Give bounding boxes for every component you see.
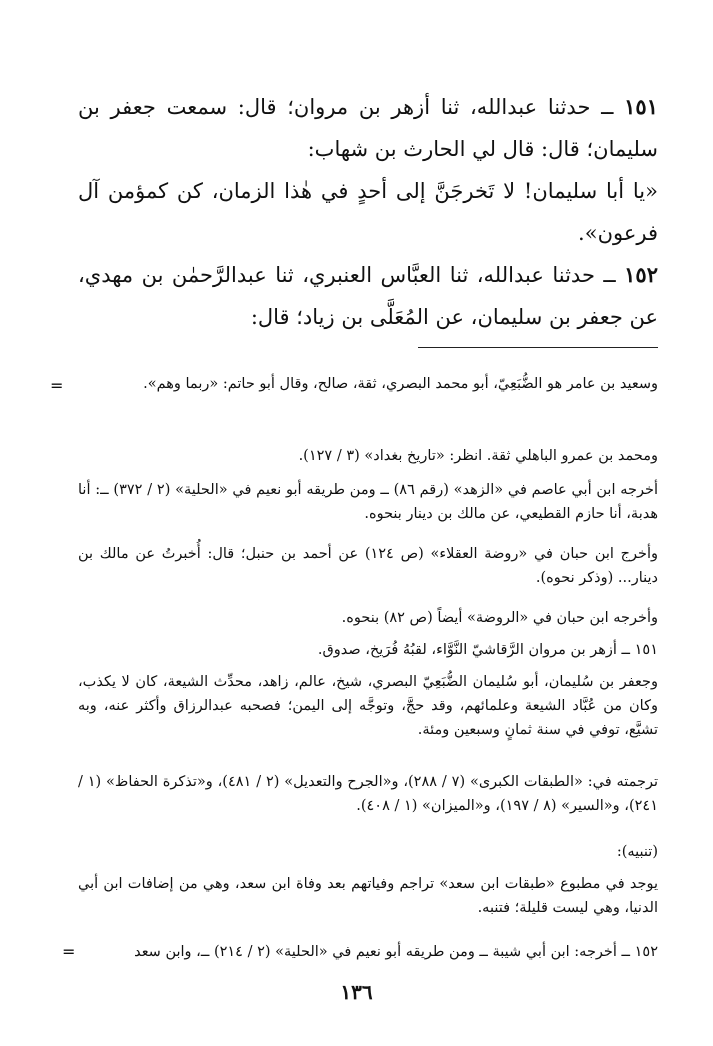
narration-152	[78, 254, 658, 338]
footnote-line: ومحمد بن عمرو الباهلي ثقة. انظر: «تاريخ بغداد» (٣ / ١٢٧).	[298, 448, 658, 464]
footnote-line: ترجمته في: «الطبقات الكبرى» (٧ / ٢٨٨)، و«الجرح والتعديل» (٢ / ٤٨١)، و«تذكرة الحفاظ» (١ / ٢٤١)، و«السير» (٨ / ١٩٧)، و«الميزان» (١ / ٤٠٨).	[78, 774, 659, 814]
narration-151	[78, 86, 658, 170]
page-number: ١٣٦	[340, 980, 373, 1004]
footnote-line: وجعفر بن سُليمان، أبو سُليمان الضُّبَعِيّ البصري، شيخ، عالم، زاهد، محدِّث الشيعة، كان لا يكذب، وكان من عُبَّاد الشيعة وعلمائهم، وقد حجَّ، وتوجَّه إلى اليمن؛ فصحبه عبدالرزاق وأكثر عنه، وبه تشيَّع، توفي في سنة ثمانٍ وسبعين ومئة.	[78, 674, 658, 738]
narration-number: ١٥١	[624, 94, 658, 119]
continuation-mark-bottom: =	[62, 942, 76, 961]
footnote-line: ١٥٢ ــ أخرجه: ابن أبي شيبة ــ ومن طريقه أبو نعيم في «الحلية» (٢ / ٢١٤) ــ، وابن سعد	[134, 944, 658, 960]
footnote-separator	[418, 347, 658, 348]
narration-text: ــ حدثنا عبدالله، ثنا العبَّاس العنبري، ثنا عبدالرَّحمٰن بن مهدي، عن جعفر بن سليمان، عن المُعَلَّى بن زياد؛ قال:	[78, 263, 658, 329]
footnote-line: (تنبيه):	[616, 844, 658, 860]
narration-151-quote: «يا أبا سليمان! لا تَخرجَنَّ إلى أحدٍ في هٰذا الزمان، كن كمؤمن آل فرعون».	[78, 179, 658, 245]
footnote-line: وأخرج ابن حبان في «روضة العقلاء» (ص ١٢٤) عن أحمد بن حنبل؛ قال: أُخبرتُ عن مالك بن دينار... (وذكر نحوه).	[78, 546, 658, 586]
narration-text: ــ حدثنا عبدالله، ثنا أزهر بن مروان؛ قال: سمعت جعفر بن سليمان؛ قال: قال لي الحارث بن شهاب:	[78, 95, 658, 161]
footnote-line: وسعيد بن عامر هو الضُّبَعِيّ، أبو محمد البصري، ثقة، صالح، وقال أبو حاتم: «ربما وهم».	[143, 376, 658, 392]
continuation-mark-top: =	[50, 376, 64, 395]
footnote-line: ١٥١ ــ أزهر بن مروان الرَّقاشيّ النَّوَّاء، لقبُهُ فُرَيخ، صدوق.	[317, 642, 658, 658]
footnote-line: وأخرجه ابن حبان في «الروضة» أيضاً (ص ٨٢) بنحوه.	[341, 610, 658, 626]
footnote-line: أخرجه ابن أبي عاصم في «الزهد» (رقم ٨٦) ــ ومن طريقه أبو نعيم في «الحلية» (٢ / ٣٧٢) ــ: أنا هدبة، أنا حازم القطيعي، عن مالك بن دينار بنحوه.	[78, 482, 658, 522]
footnote-line: يوجد في مطبوع «طبقات ابن سعد» تراجم وفياتهم بعد وفاة ابن سعد، وهي من إضافات ابن أبي الدنيا، وهي ليست قليلة؛ فتنبه.	[78, 876, 658, 916]
narration-number: ١٥٢	[624, 262, 658, 287]
